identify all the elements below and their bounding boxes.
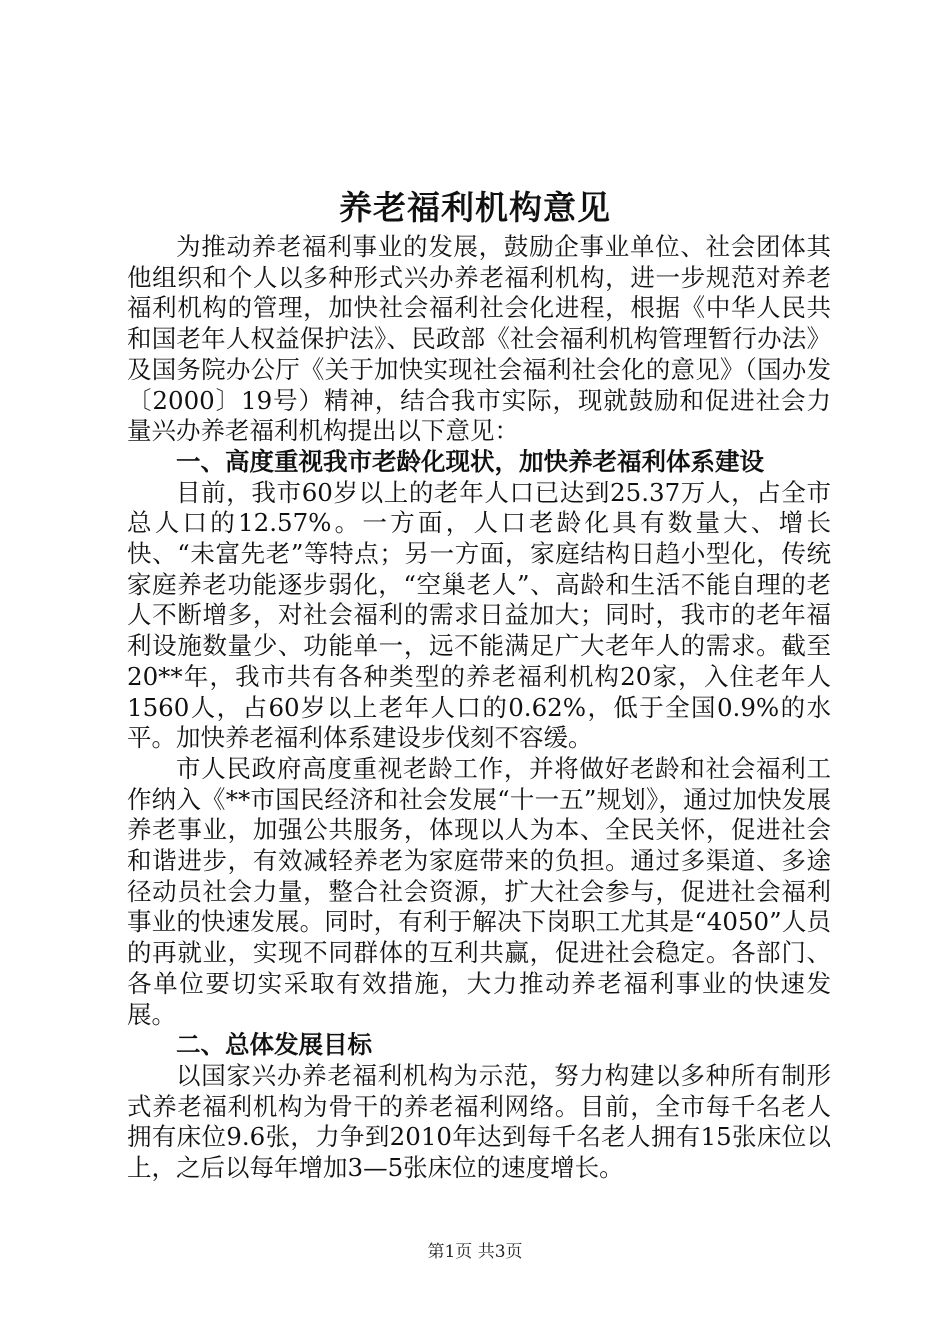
section2-paragraph-1: 以国家兴办养老福利机构为示范，努力构建以多种所有制形式养老福利机构为骨干的养老福利网络。目前，全市每千名老人拥有床位9.6张，力争到2010年达到每千名老人拥有15张床位以上，之后以每年增加3—5张床位的速度增长。 <box>127 1060 831 1183</box>
document-body <box>127 232 831 1184</box>
section-heading-2: 二、总体发展目标 <box>176 1030 372 1060</box>
document-title: 养老福利机构意见 <box>339 188 611 227</box>
section-heading-1: 一、高度重视我市老龄化现状，加快养老福利体系建设 <box>176 446 764 476</box>
intro-paragraph: 为推动养老福利事业的发展，鼓励企事业单位、社会团体其他组织和个人以多种形式兴办养老福利机构，进一步规范对养老福利机构的管理，加快社会福利社会化进程，根据《中华人民共和国老年人权益保护法》、民政部《社会福利机构管理暂行办法》及国务院办公厅《关于加快实现社会福利社会化的意见》（国办发〔2000〕19号）精神，结合我市实际，现就鼓励和促进社会力量兴办养老福利机构提出以下意见： <box>127 232 831 446</box>
page-footer: 第1页 共3页 <box>427 1242 523 1262</box>
section1-paragraph-2: 市人民政府高度重视老龄工作，并将做好老龄和社会福利工作纳入《**市国民经济和社会发展“十一五”规划》，通过加快发展养老事业，加强公共服务，体现以人为本、全民关怀，促进社会和谐进步，有效减轻养老为家庭带来的负担。通过多渠道、多途径动员社会力量，整合社会资源，扩大社会参与，促进社会福利事业的快速发展。同时，有利于解决下岗职工尤其是“4050”人员的再就业，实现不同群体的互利共赢，促进社会稳定。各部门、各单位要切实采取有效措施，大力推动养老福利事业的快速发展。 <box>127 753 831 1029</box>
section1-paragraph-1: 目前，我市60岁以上的老年人口已达到25.37万人，占全市总人口的12.57%。一方面，人口老龄化具有数量大、增长快、“未富先老”等特点；另一方面，家庭结构日趋小型化，传统家庭养老功能逐步弱化，“空巢老人”、高龄和生活不能自理的老人不断增多，对社会福利的需求日益加大；同时，我市的老年福利设施数量少、功能单一，远不能满足广大老年人的需求。截至20**年，我市共有各种类型的养老福利机构20家，入住老年人1560人，占60岁以上老年人口的0.62%，低于全国0.9%的水平。加快养老福利体系建设步伐刻不容缓。 <box>127 477 831 753</box>
